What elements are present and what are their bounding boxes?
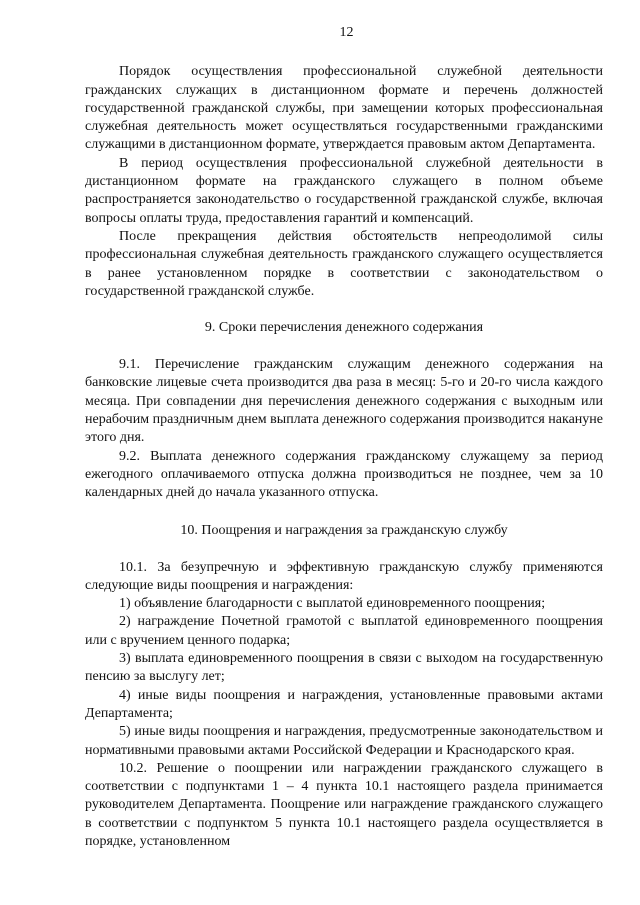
list-item-10-1-3: 3) выплата единовременного поощрения в связи с выходом на государственную пенсию за выслугу лет;	[85, 651, 603, 685]
paragraph-9-2: 9.2. Выплата денежного содержания гражданскому служащему за период ежегодного оплачиваемого отпуска должна производиться не позднее, чем за 10 календарных дней до начала указанного отпуска.	[85, 448, 603, 501]
paragraph-10-1: 10.1. За безупречную и эффективную гражданскую службу применяются следующие виды поощрения и награждения:	[85, 559, 603, 593]
list-item-10-1-5: 5) иные виды поощрения и награждения, предусмотренные законодательством и нормативными правовыми актами Российской Федерации и Краснодарского края.	[85, 724, 603, 758]
list-item-10-1-4: 4) иные виды поощрения и награждения, установленные правовыми актами Департамента;	[85, 687, 603, 721]
paragraph-remote-work-legislation: В период осуществления профессиональной служебной деятельности в дистанционном формате на гражданского служащего в полном объеме распространяется законодательство о государственной гражданской службе, включая вопросы оплаты труда, предоставления гарантий и компенсаций.	[85, 155, 603, 226]
section-heading-9: 9. Сроки перечисления денежного содержания	[204, 320, 484, 336]
paragraph-9-1: 9.1. Перечисление гражданским служащим денежного содержания на банковские лицевые счета производится два раза в месяц: 5-го и 20-го числа каждого месяца. При совпадении дня перечисления денежного содержания с выходным или нерабочим праздничным днем выплата денежного содержания производится накануне этого дня.	[85, 357, 603, 446]
list-item-10-1-1: 1) объявление благодарности с выплатой единовременного поощрения;	[119, 596, 546, 612]
document-page	[85, 24, 603, 851]
paragraph-10-2: 10.2. Решение о поощрении или награждении гражданского служащего в соответствии с подпунктами 1 – 4 пункта 10.1 настоящего раздела принимается руководителем Департамента. Поощрение или награждение гражданского служащего в соответствии с подпунктом 5 пункта 10.1 настоящего раздела осуществляется в порядке, установленном	[85, 760, 603, 849]
paragraph-remote-work-procedure: Порядок осуществления профессиональной служебной деятельности гражданских служащих в дистанционном формате и перечень должностей государственной гражданской службы, при замещении которых профессиональная служебная деятельность может осуществляться государственными гражданскими служащими в дистанционном формате, утверждается правовым актом Департамента.	[85, 64, 603, 153]
paragraph-after-force-majeure: После прекращения действия обстоятельств непреодолимой силы профессиональная служебная деятельность гражданского служащего осуществляется в ранее установленном порядке в соответствии с законодательством о государственной гражданской службе.	[85, 228, 603, 299]
page-number: 12	[339, 25, 354, 40]
section-heading-10: 10. Поощрения и награждения за гражданскую службу	[180, 522, 508, 538]
list-item-10-1-2: 2) награждение Почетной грамотой с выплатой единовременного поощрения или с вручением ценного подарка;	[85, 614, 603, 648]
